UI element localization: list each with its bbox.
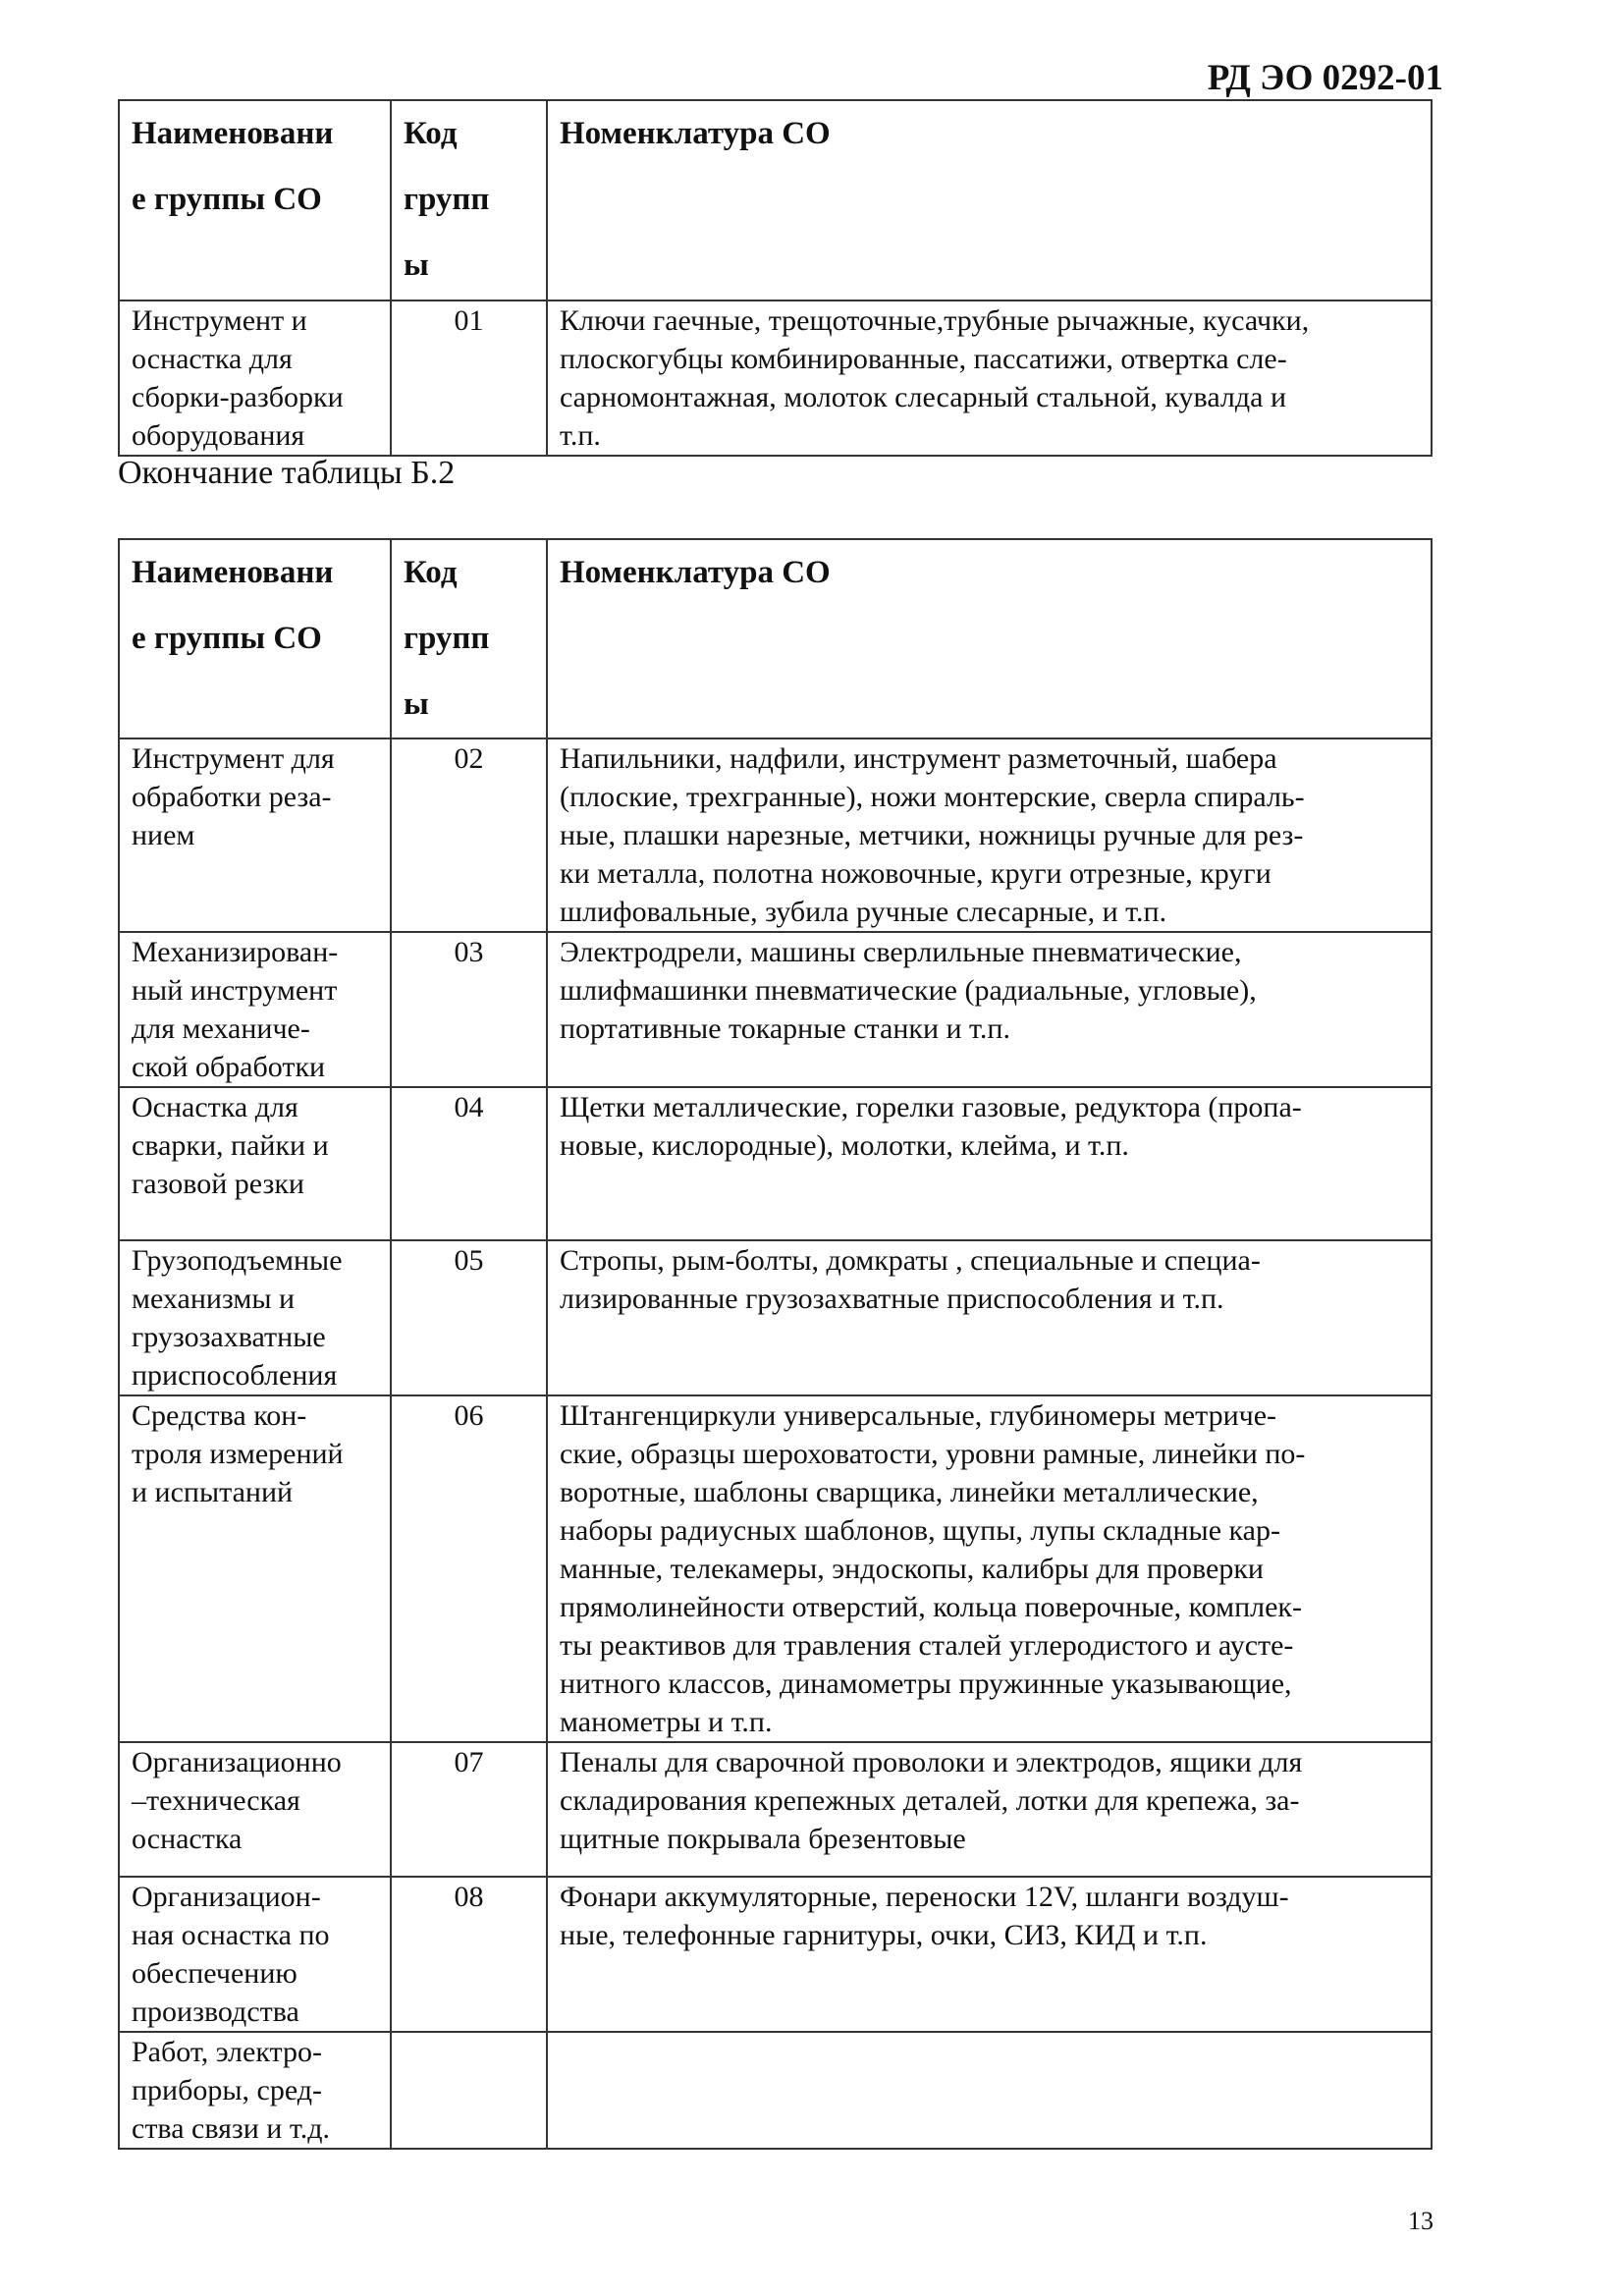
- nomenclature-line: ные, плашки нарезные, метчики, ножницы ручные для рез-: [560, 819, 1304, 851]
- nomenclature-cell: [547, 1742, 1432, 1877]
- nomenclature-line: Фонари аккумуляторные, переноски 12V, шланги воздуш-: [560, 1881, 1289, 1913]
- table-row: [119, 1742, 1432, 1877]
- group-name-line: Работ, электро-: [132, 2036, 322, 2068]
- group-name-cell: [119, 1087, 391, 1240]
- group-name-line: Механизирован-: [132, 936, 339, 968]
- nomenclature-cell: [547, 932, 1432, 1087]
- header-group-code-line2: групп: [404, 182, 490, 217]
- header-group-name: [119, 539, 391, 738]
- nomenclature-line: Щетки металлические, горелки газовые, редуктора (пропа-: [560, 1091, 1302, 1123]
- group-name-line: оборудования: [132, 419, 305, 452]
- group-name-line: обеспечению: [132, 1957, 298, 1990]
- nomenclature-line: шлифмашинки пневматические (радиальные, угловые),: [560, 974, 1257, 1007]
- header-group-name-line1: Наименовани: [132, 555, 334, 590]
- group-name-cell: [119, 1742, 391, 1877]
- nomenclature-cell: [547, 1087, 1432, 1240]
- table-row: [119, 932, 1432, 1087]
- group-name-cell: [119, 301, 391, 456]
- nomenclature-line: Электродрели, машины сверлильные пневматические,: [560, 936, 1242, 968]
- nomenclature-cell: [547, 1240, 1432, 1395]
- group-code-cell: 06: [391, 1395, 547, 1742]
- group-name-line: газовой резки: [132, 1168, 304, 1200]
- nomenclature-line: прямолинейности отверстий, кольца поверочные, комплек-: [560, 1591, 1302, 1623]
- group-code-cell: 03: [391, 932, 547, 1087]
- group-name-line: приборы, сред-: [132, 2074, 323, 2106]
- group-name-cell: [119, 1240, 391, 1395]
- header-group-code-line1: Код: [404, 555, 458, 590]
- nomenclature-cell: [547, 1395, 1432, 1742]
- group-code-cell: 08: [391, 1877, 547, 2032]
- group-code-cell: 05: [391, 1240, 547, 1395]
- group-code-cell: [391, 2032, 547, 2149]
- table-header-row: [119, 539, 1432, 738]
- nomenclature-line: плоскогубцы комбинированные, пассатижи, отвертка сле-: [560, 343, 1287, 375]
- table-header-row: [119, 100, 1432, 301]
- table-row: [119, 738, 1432, 932]
- group-name-line: грузозахватные: [132, 1321, 326, 1353]
- table-row: [119, 1877, 1432, 2032]
- page-number: 13: [1408, 2207, 1434, 2235]
- nomenclature-line: щитные покрывала брезентовые: [560, 1823, 966, 1855]
- group-name-line: Организацион-: [132, 1881, 321, 1913]
- nomenclature-line: нитного классов, динамометры пружинные указывающие,: [560, 1667, 1292, 1700]
- group-name-cell: [119, 1395, 391, 1742]
- table-row: [119, 1240, 1432, 1395]
- nomenclature-table-continued: [118, 99, 1433, 457]
- group-code-cell: 02: [391, 738, 547, 932]
- nomenclature-line: складирования крепежных деталей, лотки для крепежа, за-: [560, 1784, 1300, 1817]
- nomenclature-line: Пеналы для сварочной проволоки и электродов, ящики для: [560, 1746, 1303, 1778]
- nomenclature-line: манометры и т.п.: [560, 1706, 773, 1738]
- nomenclature-line: ты реактивов для травления сталей углеродистого и аусте-: [560, 1629, 1294, 1662]
- group-name-line: ства связи и т.д.: [132, 2112, 330, 2145]
- group-name-line: Оснастка для: [132, 1091, 298, 1123]
- header-group-code-line2: групп: [404, 621, 490, 656]
- group-name-line: обработки реза-: [132, 781, 332, 813]
- header-group-code-line3: ы: [404, 247, 429, 283]
- header-group-name-line1: Наименовани: [132, 116, 334, 151]
- table-row: [119, 2032, 1432, 2149]
- nomenclature-line: шлифовальные, зубила ручные слесарные, и т.п.: [560, 896, 1167, 928]
- group-name-cell: [119, 1877, 391, 2032]
- group-name-line: Грузоподъемные: [132, 1244, 343, 1277]
- group-name-line: сварки, пайки и: [132, 1129, 329, 1162]
- nomenclature-line: лизированные грузозахватные приспособления и т.п.: [560, 1283, 1224, 1315]
- nomenclature-line: ские, образцы шероховатости, уровни рамные, линейки по-: [560, 1438, 1306, 1470]
- group-name-line: ный инструмент: [132, 974, 338, 1007]
- group-name-line: производства: [132, 1995, 299, 2028]
- table-caption: Окончание таблицы Б.2: [118, 455, 456, 491]
- group-code-cell: 01: [391, 301, 547, 456]
- group-name-cell: [119, 2032, 391, 2149]
- nomenclature-cell: [547, 1877, 1432, 2032]
- group-code-cell: 07: [391, 1742, 547, 1877]
- nomenclature-line: ные, телефонные гарнитуры, очки, СИЗ, КИД и т.п.: [560, 1919, 1208, 1951]
- nomenclature-line: Стропы, рым-болты, домкраты , специальные и специа-: [560, 1244, 1261, 1277]
- header-group-code: [391, 539, 547, 738]
- group-name-cell: [119, 932, 391, 1087]
- header-group-name-line2: е группы СО: [132, 621, 322, 656]
- group-name-line: приспособления: [132, 1359, 338, 1392]
- group-code-cell: 04: [391, 1087, 547, 1240]
- group-name-line: нием: [132, 819, 195, 851]
- group-name-line: ской обработки: [132, 1051, 326, 1083]
- table-row: [119, 1395, 1432, 1742]
- header-group-name-line2: е группы СО: [132, 182, 322, 217]
- header-group-code: [391, 100, 547, 301]
- group-name-line: Средства кон-: [132, 1399, 307, 1432]
- nomenclature-line: воротные, шаблоны сварщика, линейки металлические,: [560, 1476, 1259, 1508]
- document-code: РД ЭО 0292-01: [1207, 58, 1443, 98]
- nomenclature-line: манные, телекамеры, эндоскопы, калибры для проверки: [560, 1553, 1264, 1585]
- nomenclature-line: Напильники, надфили, инструмент разметочный, шабера: [560, 742, 1277, 775]
- group-name-line: оснастка: [132, 1823, 243, 1855]
- group-name-line: оснастка для: [132, 343, 293, 375]
- nomenclature-line: Ключи гаечные, трещоточные,трубные рычажные, кусачки,: [560, 304, 1310, 337]
- table-row: [119, 1087, 1432, 1240]
- group-name-line: сборки-разборки: [132, 381, 344, 413]
- nomenclature-line: т.п.: [560, 419, 601, 452]
- nomenclature-line: (плоские, трехгранные), ножи монтерские, сверла спираль-: [560, 781, 1305, 813]
- group-name-cell: [119, 738, 391, 932]
- nomenclature-table-end: [118, 538, 1433, 2150]
- header-group-code-line1: Код: [404, 116, 458, 151]
- nomenclature-line: Штангенциркули универсальные, глубиномеры метриче-: [560, 1399, 1277, 1432]
- group-name-line: Инструмент для: [132, 742, 335, 775]
- group-name-line: механизмы и: [132, 1283, 296, 1315]
- header-nomenclature: Номенклатура СО: [547, 539, 1432, 738]
- group-name-line: троля измерений: [132, 1438, 344, 1470]
- nomenclature-line: сарномонтажная, молоток слесарный стальной, кувалда и: [560, 381, 1287, 413]
- header-group-name: [119, 100, 391, 301]
- header-nomenclature: Номенклатура СО: [547, 100, 1432, 301]
- group-name-line: для механиче-: [132, 1012, 310, 1045]
- nomenclature-line: наборы радиусных шаблонов, щупы, лупы складные кар-: [560, 1514, 1280, 1547]
- nomenclature-cell: [547, 2032, 1432, 2149]
- table-row: [119, 301, 1432, 456]
- nomenclature-line: новые, кислородные), молотки, клейма, и т.п.: [560, 1129, 1129, 1162]
- group-name-line: Инструмент и: [132, 304, 307, 337]
- group-name-line: –техническая: [132, 1784, 300, 1817]
- group-name-line: ная оснастка по: [132, 1919, 330, 1951]
- group-name-line: и испытаний: [132, 1476, 294, 1508]
- nomenclature-line: ки металла, полотна ножовочные, круги отрезные, круги: [560, 857, 1271, 890]
- nomenclature-cell: [547, 738, 1432, 932]
- nomenclature-cell: [547, 301, 1432, 456]
- nomenclature-line: портативные токарные станки и т.п.: [560, 1012, 1010, 1045]
- group-name-line: Организационно: [132, 1746, 342, 1778]
- header-group-code-line3: ы: [404, 686, 429, 722]
